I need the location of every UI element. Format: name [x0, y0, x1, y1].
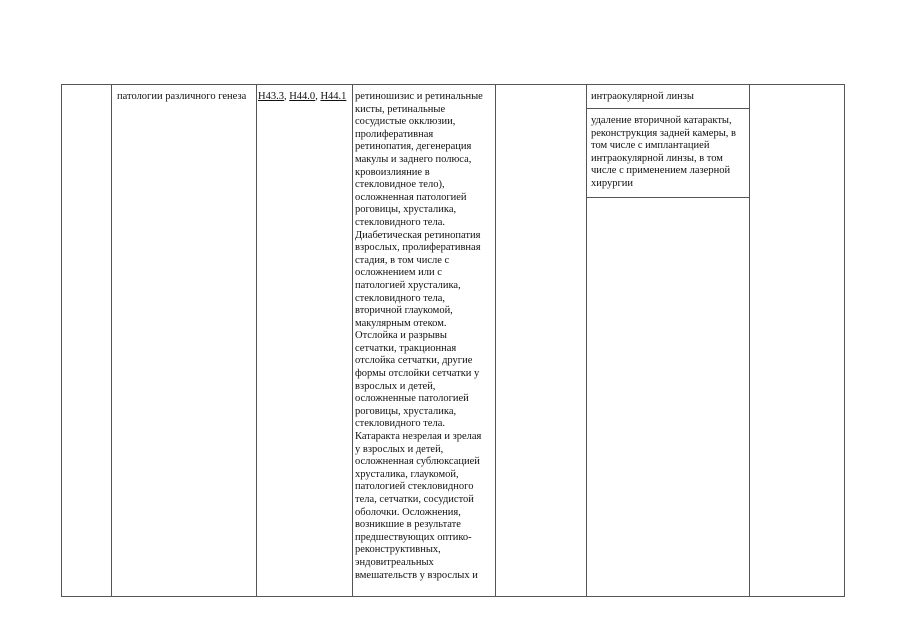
text-line: кровоизлияние в	[355, 166, 430, 178]
text-line: макулярным отеком.	[355, 317, 447, 329]
column-divider	[256, 85, 257, 596]
cell-method-description	[591, 115, 736, 191]
cell-diagnosis-description	[355, 91, 483, 582]
text-line: кисты, ретинальные	[355, 103, 446, 115]
text-line: взрослых и детей,	[355, 380, 436, 392]
text-line: ретиношизис и ретинальные	[355, 91, 483, 102]
text-line: вмешательств у взрослых и	[355, 569, 478, 581]
text-line: осложненная патологией	[355, 191, 467, 203]
column-divider	[111, 85, 112, 596]
text-line: тела, сетчатки, сосудистой	[355, 494, 474, 505]
text-line: Катаракта незрелая и зрелая	[355, 431, 482, 443]
code-separator: ,	[315, 91, 321, 102]
column-divider	[352, 85, 353, 596]
icd-code-link[interactable]: H44.1	[320, 91, 347, 102]
text-line: осложненные патологией	[355, 393, 469, 405]
text-line: интраокулярной линзы, в том	[591, 152, 723, 164]
cell-diagnosis-group: патологии различного генеза	[117, 91, 247, 102]
text-line: взрослых, пролиферативная	[355, 242, 481, 254]
text-line: ретинопатия, дегенерация	[355, 141, 472, 153]
text-line: формы отслойки сетчатки у	[355, 368, 480, 380]
data-table	[61, 84, 845, 597]
text-line: Диабетическая ретинопатия	[355, 229, 481, 241]
text-line: осложнением или с	[355, 267, 442, 279]
text-line: Отслойка и разрывы	[355, 330, 447, 342]
text-line: отслойка сетчатки, другие	[355, 355, 473, 367]
text-line: сетчатки, тракционная	[355, 342, 457, 354]
text-line: стекловидного тела.	[355, 418, 445, 430]
text-line: реконструктивных,	[355, 544, 441, 556]
text-line: патологией стекловидного	[355, 481, 474, 493]
text-line: сосудистые окклюзии,	[355, 116, 456, 128]
text-line: вторичной глаукомой,	[355, 305, 453, 317]
text-line: числе с применением лазерной	[591, 165, 731, 177]
text-line: хрусталика, глаукомой,	[355, 468, 459, 480]
text-line: возникшие в результате	[355, 519, 461, 531]
cell-icd-codes	[258, 91, 346, 104]
column-divider	[495, 85, 496, 596]
text-line: удаление вторичной катаракты,	[591, 115, 732, 126]
text-line: хирургии	[591, 177, 634, 189]
row-divider	[586, 197, 749, 198]
row-divider	[586, 108, 749, 109]
text-line: оболочки. Осложнения,	[355, 506, 461, 518]
text-line: стекловидного тела.	[355, 216, 445, 228]
text-line: пролиферативная	[355, 128, 434, 140]
text-line: у взрослых и детей,	[355, 443, 444, 455]
text-line: стекловидного тела,	[355, 292, 445, 304]
text-line: макулы и заднего полюса,	[355, 153, 472, 165]
icd-code-link[interactable]: H43.3	[258, 91, 284, 102]
text-line: реконструкция задней камеры, в	[591, 127, 736, 139]
text-line: предшествующих оптико-	[355, 531, 472, 543]
icd-code-link[interactable]: H44.0	[289, 91, 316, 102]
text-line: патологией хрусталика,	[355, 279, 461, 291]
column-divider	[586, 85, 587, 596]
column-divider	[749, 85, 750, 596]
text-line: роговицы, хрусталика,	[355, 405, 457, 417]
text-line: роговицы, хрусталика,	[355, 204, 457, 216]
text-line: осложненная сублюксацией	[355, 456, 480, 468]
text-line: том числе с имплантацией	[591, 140, 710, 152]
text-line: стекловидное тело),	[355, 179, 445, 191]
code-separator: ,	[283, 91, 290, 102]
text-line: стадия, в том числе с	[355, 254, 450, 266]
text-line: эндовитреальных	[355, 556, 434, 568]
cell-method-top: интраокулярной линзы	[591, 91, 694, 102]
